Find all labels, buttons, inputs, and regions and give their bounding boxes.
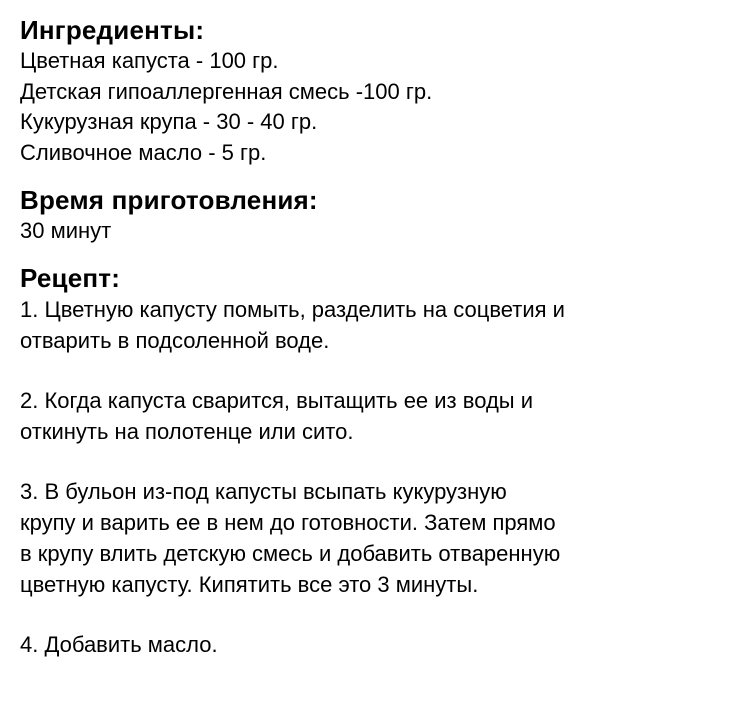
recipe-step-line: 2. Когда капуста сварится, вытащить ее из воды и — [20, 387, 534, 413]
recipe-step-line: откинуть на полотенце или сито. — [20, 418, 354, 444]
recipe-step-line: 1. Цветную капусту помыть, разделить на соцветия и — [20, 296, 565, 322]
recipe-section — [20, 262, 730, 660]
ingredients-heading: Ингредиенты: — [20, 15, 205, 45]
recipe-step-4 — [20, 629, 730, 660]
cooking-time-value: 30 минут — [20, 218, 112, 243]
recipe-step-2 — [20, 385, 730, 447]
ingredient-item: Детская гипоаллергенная смесь -100 гр. — [20, 78, 433, 104]
recipe-step-line: крупу и варить ее в нем до готовности. Затем прямо — [20, 509, 556, 535]
ingredients-section — [20, 14, 730, 168]
ingredient-item: Цветная капуста - 100 гр. — [20, 48, 279, 73]
recipe-step-line: в крупу влить детскую смесь и добавить отваренную — [20, 540, 561, 566]
recipe-heading: Рецепт: — [20, 262, 121, 293]
cooking-time-heading: Время приготовления: — [20, 185, 318, 215]
recipe-step-line: 3. В бульон из-под капусты всыпать кукурузную — [20, 478, 507, 504]
recipe-step-line: цветную капусту. Кипятить все это 3 минуты. — [20, 571, 479, 597]
ingredient-item: Сливочное масло - 5 гр. — [20, 139, 267, 165]
ingredient-item: Кукурузная крупа - 30 - 40 гр. — [20, 109, 318, 134]
recipe-step-1 — [20, 294, 730, 356]
recipe-step-line: отварить в подсоленной воде. — [20, 327, 330, 353]
recipe-step-3 — [20, 476, 730, 600]
cooking-time-section — [20, 184, 730, 247]
recipe-step-line: 4. Добавить масло. — [20, 631, 218, 657]
